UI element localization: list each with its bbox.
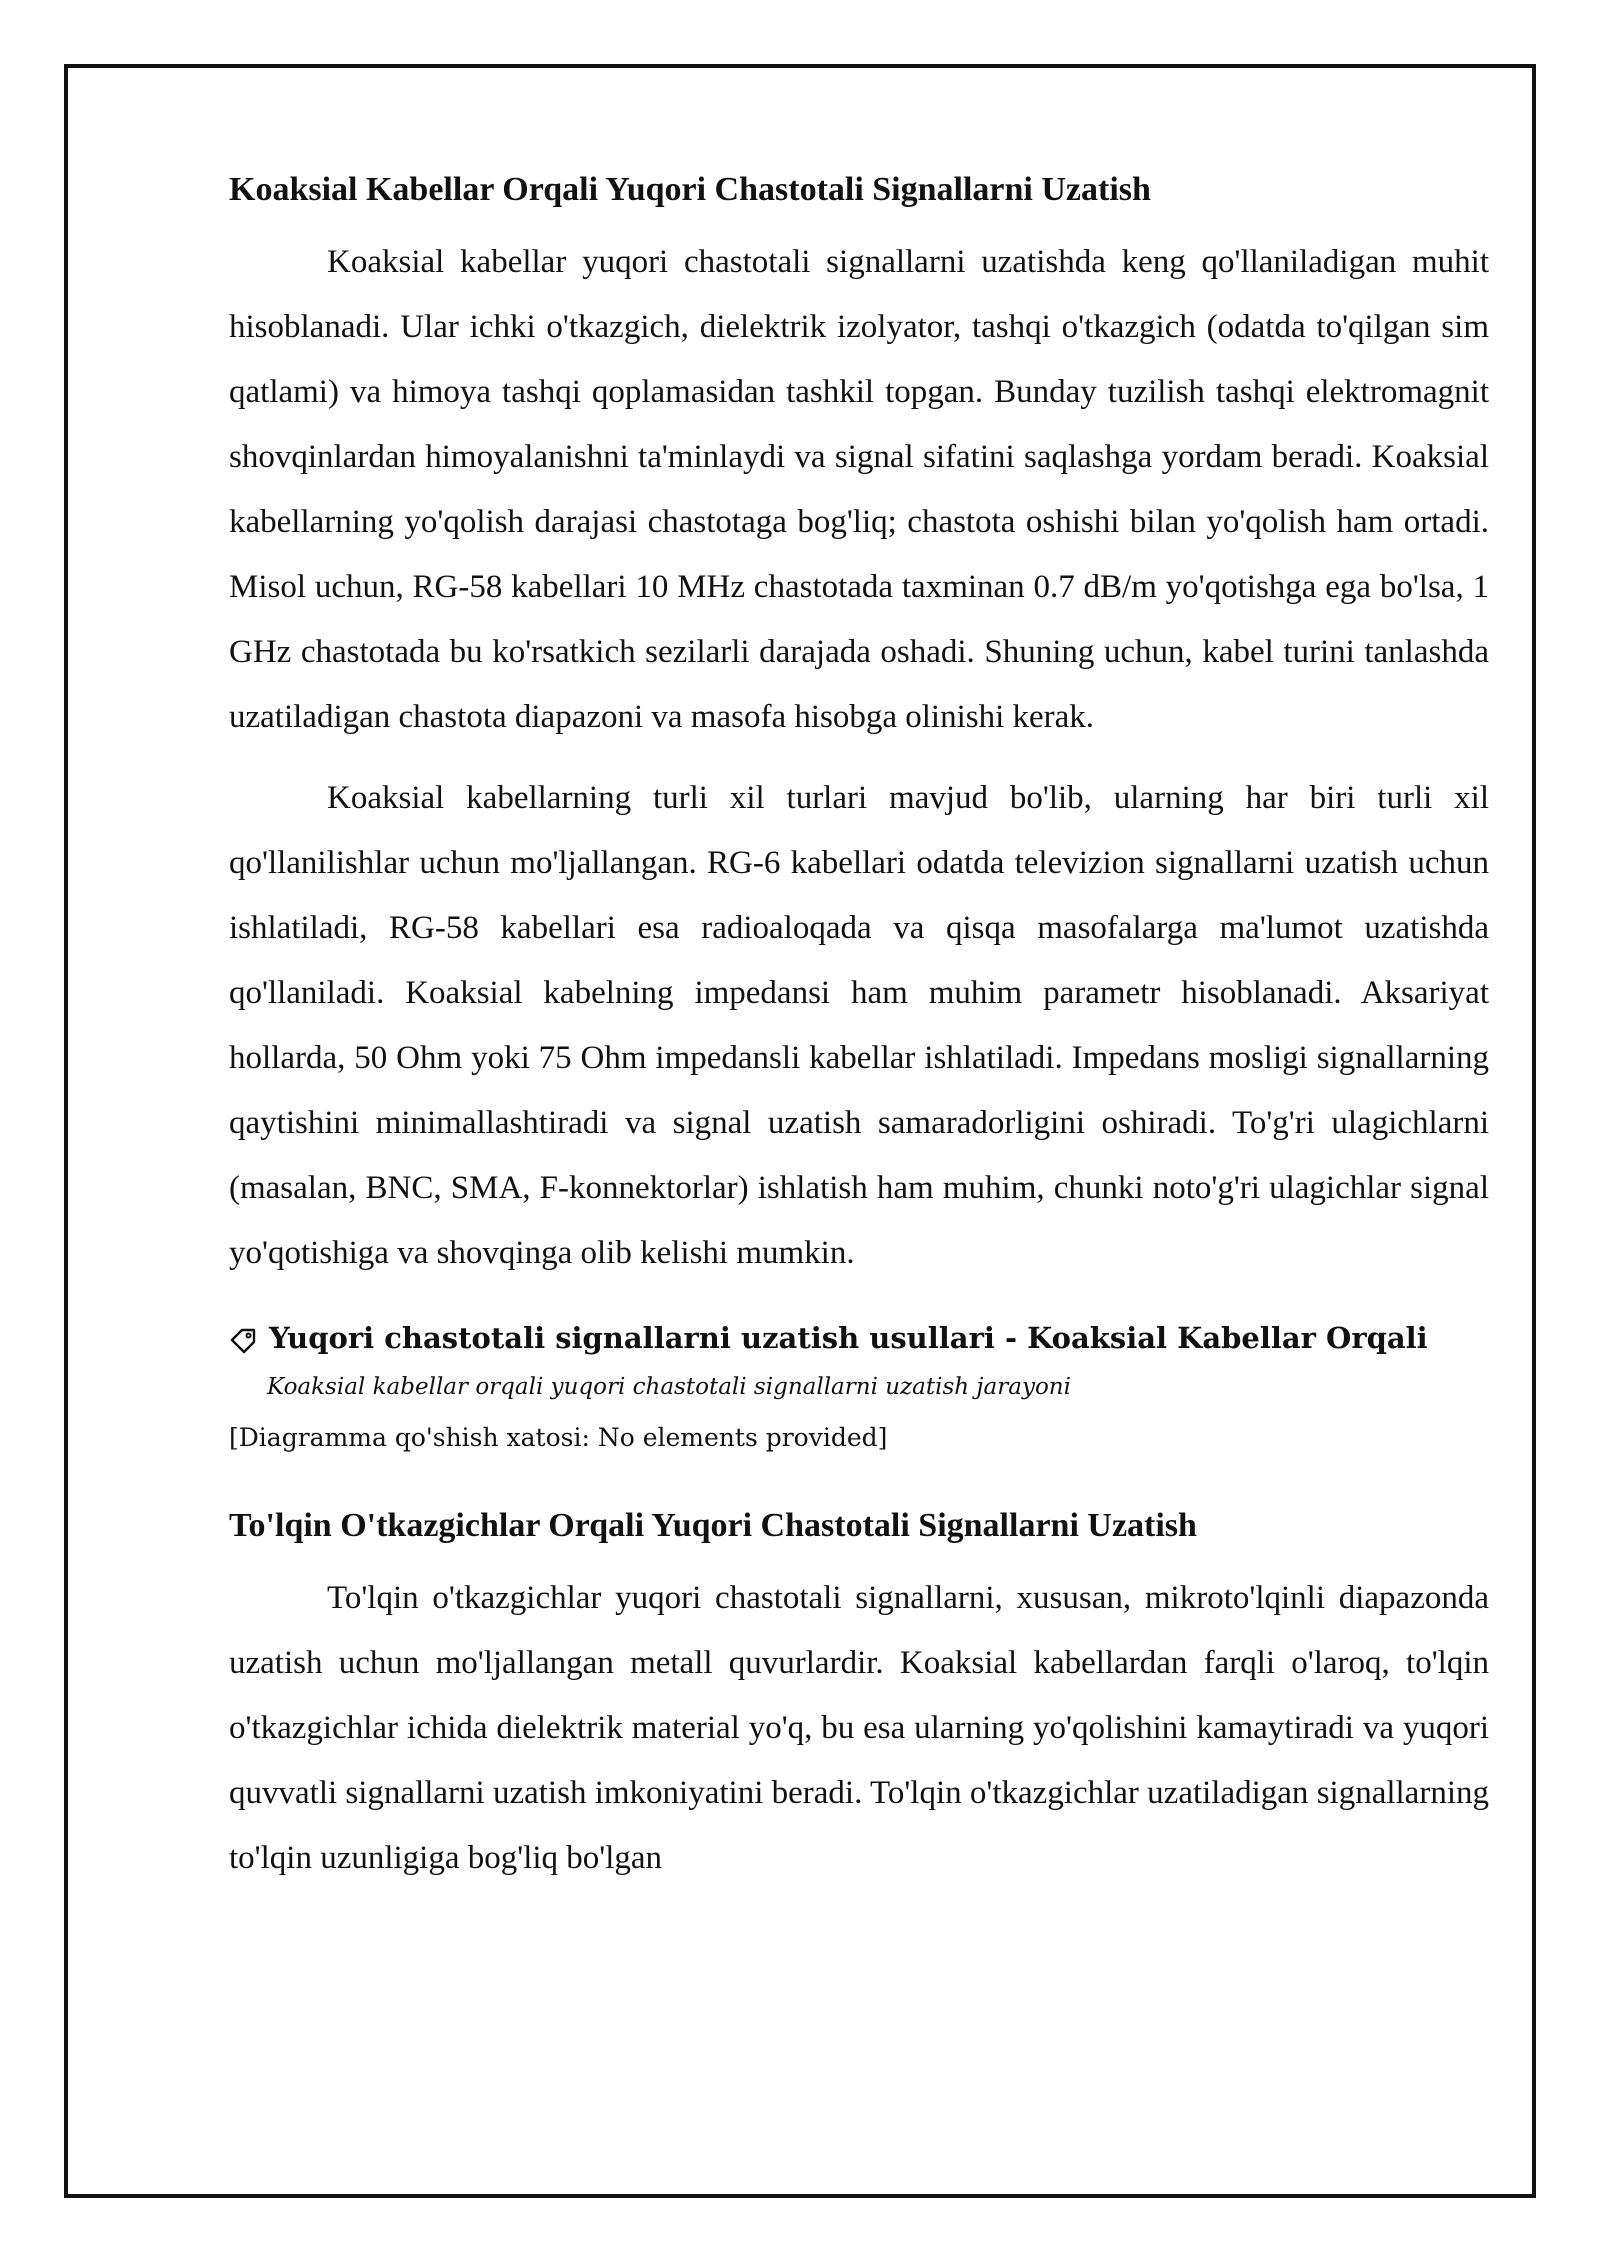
figure-title-row [229, 1318, 1489, 1358]
figure-title: Yuqori chastotali signallarni uzatish usullari - Koaksial Kabellar Orqali [269, 1321, 1428, 1356]
paragraph: To'lqin o'tkazgichlar yuqori chastotali signallarni, xususan, mikroto'lqinli diapazonda uzatish uchun mo'ljallangan metall quvurlardir. Koaksial kabellardan farqli o'laroq, to'lqin o'tkazgichlar ichida dielektrik material yo'q, bu esa ularning yo'qolishini kamaytiradi va yuqori quvvatli signallarni uzatish imkoniyatini beradi. To'lqin o'tkazgichlar uzatiladigan signallarning to'lqin uzunligiga bog'liq bo'lgan [229, 1580, 1489, 1877]
figure-caption: Koaksial kabellar orqali yuqori chastotali signallarni uzatish jarayoni [267, 1374, 1071, 1401]
figure-block [229, 1318, 1489, 1456]
document-content [229, 168, 1489, 1907]
paragraph: Koaksial kabellar yuqori chastotali signallarni uzatishda keng qo'llaniladigan muhit hisoblanadi. Ular ichki o'tkazgich, dielektrik izolyator, tashqi o'tkazgich (odatda to'qilgan sim qatlami) va himoya tashqi qoplamasidan tashkil topgan. Bunday tuzilish tashqi elektromagnit shovqinlardan himoyalanishni ta'minlaydi va signal sifatini saqlashga yordam beradi. Koaksial kabellarning yo'qolish darajasi chastotaga bog'liq; chastota oshishi bilan yo'qolish ham ortadi. Misol uchun, RG-58 kabellari 10 MHz chastotada taxminan 0.7 dB/m yo'qotishga ega bo'lsa, 1 GHz chastotada bu ko'rsatkich sezilarli darajada oshadi. Shuning uchun, kabel turini tanlashda uzatiladigan chastota diapazoni va masofa hisobga olinishi kerak. [229, 244, 1489, 736]
section-title-waveguide: To'lqin O'tkazgichlar Orqali Yuqori Chastotali Signallarni Uzatish [229, 1507, 1197, 1545]
paragraph: Koaksial kabellarning turli xil turlari mavjud bo'lib, ularning har biri turli xil qo'llanilishlar uchun mo'ljallangan. RG-6 kabellari odatda televizion signallarni uzatish uchun ishlatiladi, RG-58 kabellari esa radioaloqada va qisqa masofalarga ma'lumot uzatishda qo'llaniladi. Koaksial kabelning impedansi ham muhim parametr hisoblanadi. Aksariyat hollarda, 50 Ohm yoki 75 Ohm impedansli kabellar ishlatiladi. Impedans mosligi signallarning qaytishini minimallashtiradi va signal uzatish samaradorligini oshiradi. To'g'ri ulagichlarni (masalan, BNC, SMA, F-konnektorlar) ishlatish ham muhim, chunki noto'g'ri ulagichlar signal yo'qotishiga va shovqinga olib kelishi mumkin. [229, 780, 1489, 1272]
section-title-coaxial: Koaksial Kabellar Orqali Yuqori Chastotali Signallarni Uzatish [229, 171, 1151, 208]
tag-icon [229, 1324, 257, 1352]
figure-error-message: [Diagramma qo'shish xatosi: No elements provided] [229, 1423, 888, 1453]
